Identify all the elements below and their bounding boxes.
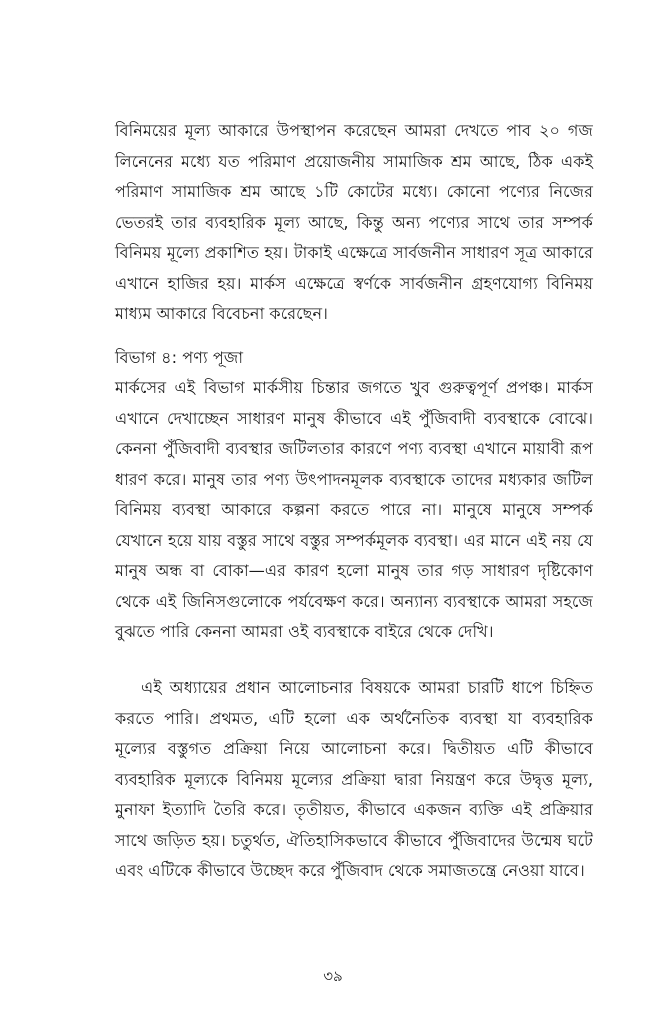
body-paragraph-2: মার্কসের এই বিভাগ মার্কসীয় চিন্তার জগতে খুব গুরুত্বপূর্ণ প্রপঞ্চ। মার্কস এখানে দেখাচ্ছেন সাধারণ মানুষ কীভাবে এই পুঁজিবাদী ব্যবস্থাকে বোঝে। কেননা পুঁজিবাদী ব্যবস্থার জটিলতার কারণে পণ্য ব্যবস্থা এখানে মায়াবী রূপ ধারণ করে। মানুষ তার পণ্য উৎপাদনমূলক ব্যবস্থাকে তাদের মধ্যকার জটিল বিনিময় ব্যবস্থা আকারে কল্পনা করতে পারে না। মানুষে মানুষে সম্পর্ক যেখানে হয়ে যায় বস্তুর সাথে বস্তুর সম্পর্কমূলক ব্যবস্থা। এর মানে এই নয় যে মানুষ অন্ধ বা বোকা—এর কারণ হলো মানুষ তার গড় সাধারণ দৃষ্টিকোণ থেকে এই জিনিসগুলোকে পর্যবেক্ষণ করে। অন্যান্য ব্যবস্থাকে আমরা সহজে বুঝতে পারি কেননা আমরা ওই ব্যবস্থাকে বাইরে থেকে দেখি। — [115, 378, 593, 641]
body-paragraph-3: এই অধ্যায়ের প্রধান আলোচনার বিষয়কে আমরা চারটি ধাপে চিহ্নিত করতে পারি। প্রথমত, এটি হলো এক অর্থনৈতিক ব্যবস্থা যা ব্যবহারিক মূল্যের বস্তুগত প্রক্রিয়া নিয়ে আলোচনা করে। দ্বিতীয়ত এটি কীভাবে ব্যবহারিক মূল্যকে বিনিময় মূল্যের প্রক্রিয়া দ্বারা নিয়ন্ত্রণ করে উদ্বৃত্ত মূল্য, মুনাফা ইত্যাদি তৈরি করে। তৃতীয়ত, কীভাবে একজন ব্যক্তি এই প্রক্রিয়ার সাথে জড়িত হয়। চতুর্থত, ঐতিহাসিকভাবে কীভাবে পুঁজিবাদের উন্মেষ ঘটে এবং এটিকে কীভাবে উচ্ছেদ করে পুঁজিবাদ থেকে সমাজতন্ত্রে নেওয়া যাবে। — [115, 678, 593, 880]
section-heading: বিভাগ ৪: পণ্য পূজা — [115, 348, 244, 367]
page-number: ৩৯ — [323, 967, 343, 985]
body-paragraph-1: বিনিময়ের মূল্য আকারে উপস্থাপন করেছেন আমরা দেখতে পাব ২০ গজ লিনেনের মধ্যে যত পরিমাণ প্রয়োজনীয় সামাজিক শ্রম আছে, ঠিক একই পরিমাণ সামাজিক শ্রম আছে ১টি কোটের মধ্যে। কোনো পণ্যের নিজের ভেতরই তার ব্যবহারিক মূল্য আছে, কিন্তু অন্য পণ্যের সাথে তার সম্পর্ক বিনিময় মূল্যে প্রকাশিত হয়। টাকাই এক্ষেত্রে সার্বজনীন সাধারণ সূত্র আকারে এখানে হাজির হয়। মার্কস এক্ষেত্রে স্বর্ণকে সার্বজনীন গ্রহণযোগ্য বিনিময় মাধ্যম আকারে বিবেচনা করেছেন। — [115, 121, 593, 323]
